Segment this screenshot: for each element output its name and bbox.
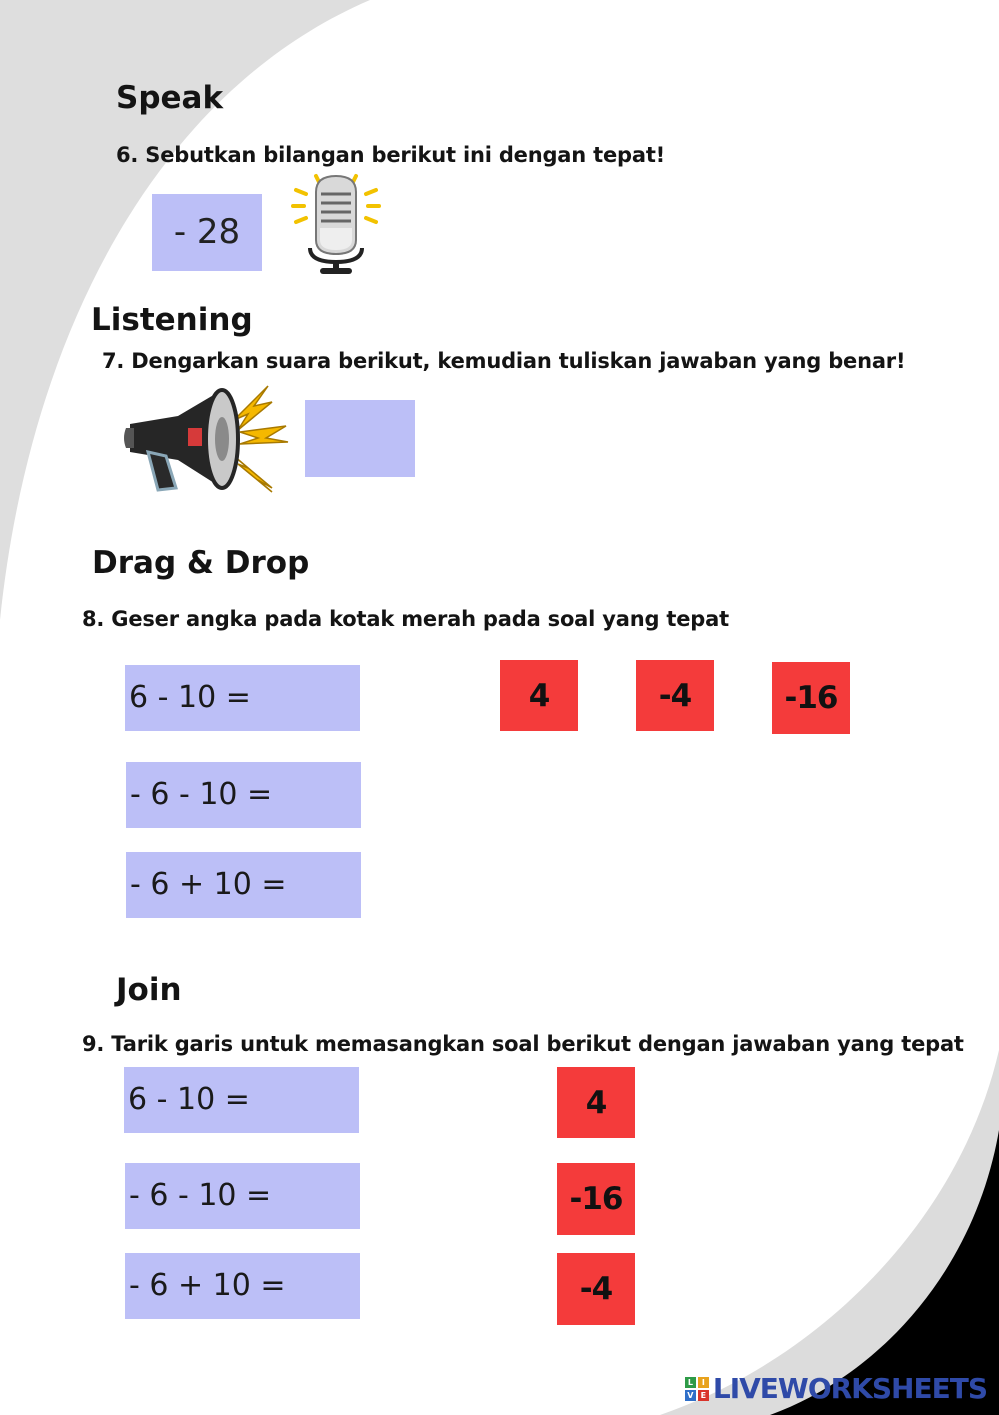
liveworksheets-logo[interactable] — [685, 1372, 987, 1405]
listening-question: 7. Dengarkan suara berikut, kemudian tuliskan jawaban yang benar! — [102, 349, 906, 373]
liveworksheets-logo-text: LIVEWORKSHEETS — [712, 1372, 987, 1405]
speak-heading: Speak — [116, 80, 224, 116]
drag-tile-1[interactable]: 4 — [500, 660, 578, 731]
listening-answer-box[interactable] — [305, 400, 415, 477]
drag-tile-3[interactable]: -16 — [772, 662, 850, 734]
listening-heading: Listening — [91, 302, 253, 338]
drag-drop-expression-3[interactable]: - 6 + 10 = — [126, 852, 361, 918]
liveworksheets-logo-icon: L I V E — [685, 1377, 709, 1401]
drag-drop-question: 8. Geser angka pada kotak merah pada soal yang tepat — [82, 607, 729, 631]
join-answer-1[interactable]: 4 — [557, 1067, 635, 1138]
join-answer-3[interactable]: -4 — [557, 1253, 635, 1325]
join-expression-1[interactable]: 6 - 10 = — [124, 1067, 359, 1133]
drag-drop-expression-1[interactable]: 6 - 10 = — [125, 665, 360, 731]
join-expression-3[interactable]: - 6 + 10 = — [125, 1253, 360, 1319]
megaphone-icon[interactable] — [122, 384, 290, 494]
join-heading: Join — [116, 972, 182, 1008]
speak-question: 6. Sebutkan bilangan berikut ini dengan tepat! — [116, 143, 666, 167]
join-answer-2[interactable]: -16 — [557, 1163, 635, 1235]
drag-drop-heading: Drag & Drop — [92, 545, 310, 581]
join-question: 9. Tarik garis untuk memasangkan soal berikut dengan jawaban yang tepat — [82, 1032, 964, 1056]
drag-drop-expression-2[interactable]: - 6 - 10 = — [126, 762, 361, 828]
microphone-icon[interactable] — [290, 170, 382, 280]
drag-tile-2[interactable]: -4 — [636, 660, 714, 731]
join-expression-2[interactable]: - 6 - 10 = — [125, 1163, 360, 1229]
speak-number-box: - 28 — [152, 194, 262, 271]
